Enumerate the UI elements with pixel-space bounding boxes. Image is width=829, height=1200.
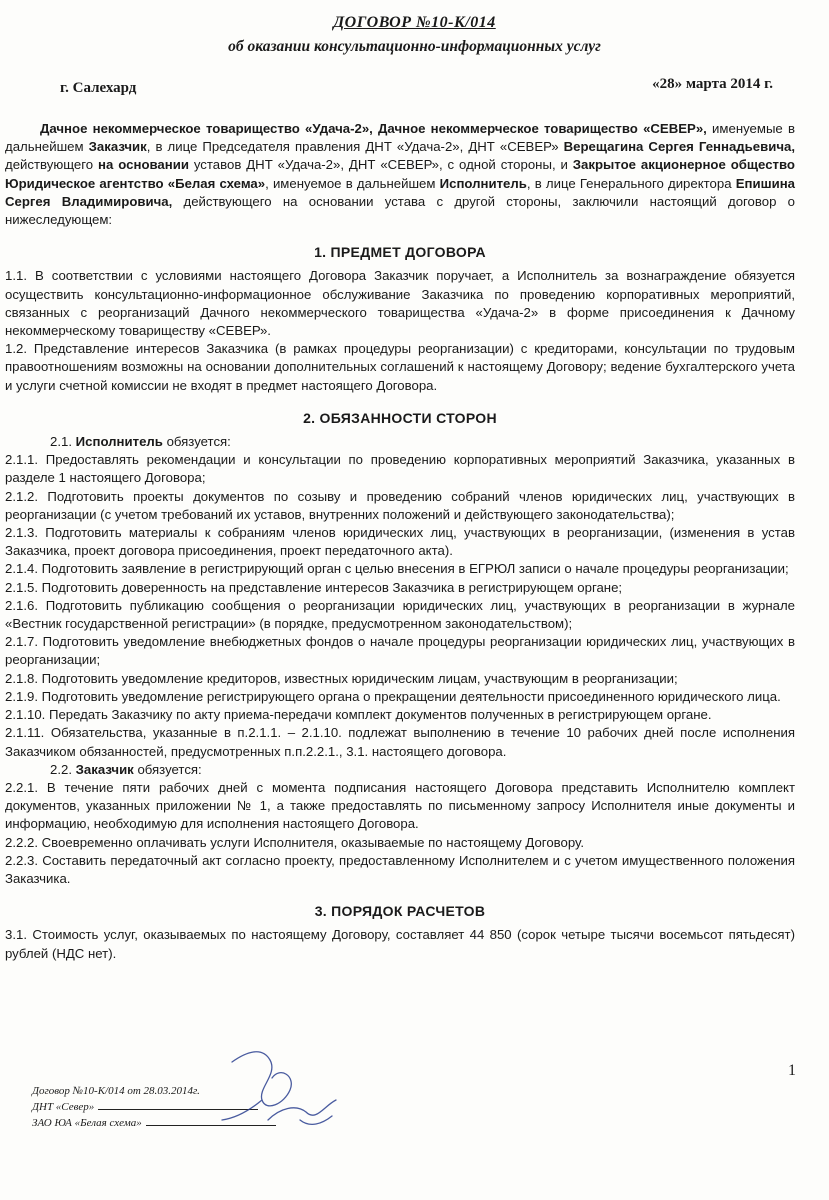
clause-2-1-2: 2.1.2. Подготовить проекты документов по созыву и проведению собраний членов юридических лиц, участвующих в реорганизации (с учетом требований их уставов, внутренних положений и действующего законодательства);	[5, 488, 795, 522]
clause-2-1-10: 2.1.10. Передать Заказчику по акту приема-передачи комплект документов полученных в регистрирующем органе.	[5, 707, 712, 723]
clause-2-1-7: 2.1.7. Подготовить уведомление внебюджетных фондов о начале процедуры реорганизации юридических лиц, участвующих в реорганизации;	[5, 634, 795, 668]
clause-2-2: 2.2. Заказчик обязуется:	[50, 761, 202, 777]
document-subtitle: об оказании консультационно-информационных услуг	[228, 38, 601, 55]
clause-2-1-3: 2.1.3. Подготовить материалы к собраниям членов юридических лиц, участвующих в реорганизации, (изменения в устав Заказчика, проект договора присоединения, проект передаточного акта).	[5, 525, 795, 559]
clause-3-1: 3.1. Стоимость услуг, оказываемых по настоящему Договору, составляет 44 850 (сорок четыре тысячи восемьсот пятьдесят) рублей (НДС нет).	[5, 927, 795, 961]
section-2-heading: 2. ОБЯЗАННОСТИ СТОРОН	[303, 409, 497, 426]
clause-2-1: 2.1. Исполнитель обязуется:	[50, 434, 231, 450]
clause-2-1-4: 2.1.4. Подготовить заявление в регистрирующий орган с целью внесения в ЕГРЮЛ записи о начале процедуры реорганизации;	[5, 561, 789, 577]
preamble: Дачное некоммерческое товарищество «Удача-2», Дачное некоммерческое товарищество «СЕВЕР», именуемые в дальнейшем Заказчик, в лице Председателя правления ДНТ «Удача-2», ДНТ «СЕВЕР» Верещагина Сергея Геннадьевича, действующего на основании уставов ДНТ «Удача-2», ДНТ «СЕВЕР», с одной стороны, и Закрытое акционерное общество Юридическое агентство «Белая схема», именуемое в дальнейшем Исполнитель, в лице Генерального директора Епишина Сергея Владимировича, действующего на основании устава с другой стороны, заключили настоящий договор о нижеследующем:	[5, 121, 796, 228]
clause-2-2-3: 2.2.3. Составить передаточный акт согласно проекту, предоставленному Исполнителем и с учетом имущественного положения Заказчика.	[5, 852, 795, 886]
footer-contract-ref: Договор №10-К/014 от 28.03.2014г.	[32, 1085, 200, 1097]
clause-2-1-6: 2.1.6. Подготовить публикацию сообщения о реорганизации юридических лиц, участвующих в реорганизации в журнале «Вестник государственной регистрации» (в порядке, предусмотренном законодательством);	[5, 597, 795, 632]
contract-date: «28» марта 2014 г.	[652, 76, 773, 92]
page-footer	[32, 1083, 276, 1131]
section-1-heading: 1. ПРЕДМЕТ ДОГОВОРА	[314, 244, 486, 261]
footer-party-1: ДНТ «Север»	[32, 1099, 276, 1115]
clause-2-2-2: 2.2.2. Своевременно оплачивать услуги Исполнителя, оказываемые по настоящему Договору.	[5, 834, 584, 850]
clause-2-1-8: 2.1.8. Подготовить уведомление кредиторов, известных юридическим лицам, участвующим в реорганизации;	[5, 670, 678, 686]
clause-2-1-9: 2.1.9. Подготовить уведомление регистрирующего органа о прекращении деятельности присоединенного юридического лица.	[5, 688, 781, 704]
clause-1-1: 1.1. В соответствии с условиями настоящего Договора Заказчик поручает, а Исполнитель за вознаграждение обязуется осуществить консультационно-информационное обслуживание Заказчика по проведению корпоративных мероприятий, связанных с реорганизаций Дачного некоммерческого товарищества «Удача-2» в форме присоединения к Дачному некоммерческому товариществу «СЕВЕР».	[5, 268, 795, 339]
footer-party-2: ЗАО ЮА «Белая схема»	[32, 1115, 276, 1131]
clause-1-2: 1.2. Представление интересов Заказчика (в рамках процедуры реорганизации) с кредиторами, консультации по трудовым правоотношениям возможны на основании дополнительных соглашений к настоящему Договору; ведение бухгалтерского учета и услуги счетной комиссии не входят в предмет настоящего Договора.	[5, 341, 795, 393]
clause-2-2-1: 2.2.1. В течение пяти рабочих дней с момента подписания настоящего Договора представить Исполнителю комплект документов, указанных приложении № 1, а также предоставлять по письменному запросу Исполнителя иные документы и информацию, необходимую для исполнения настоящего Договора.	[5, 779, 795, 832]
clause-2-1-11: 2.1.11. Обязательства, указанные в п.2.1.1. – 2.1.10. подлежат выполнению в течение 10 рабочих дней после исполнения Заказчиком обязанностей, предусмотренных п.п.2.2.1., 3.1. настоящего договора.	[5, 725, 795, 759]
clause-2-1-5: 2.1.5. Подготовить доверенность на представление интересов Заказчика в регистрирующем органе;	[5, 579, 623, 595]
document-title: ДОГОВОР №10-К/014	[333, 14, 496, 31]
section-3-heading: 3. ПОРЯДОК РАСЧЕТОВ	[314, 903, 486, 920]
contract-city: г. Салехард	[60, 80, 137, 96]
clause-2-1-1: 2.1.1. Предоставлять рекомендации и консультации по проведению корпоративных мероприятий Заказчика, указанных в разделе 1 настоящего Договора;	[5, 452, 795, 486]
page-number: 1	[788, 1062, 796, 1079]
contract-body	[5, 120, 795, 963]
